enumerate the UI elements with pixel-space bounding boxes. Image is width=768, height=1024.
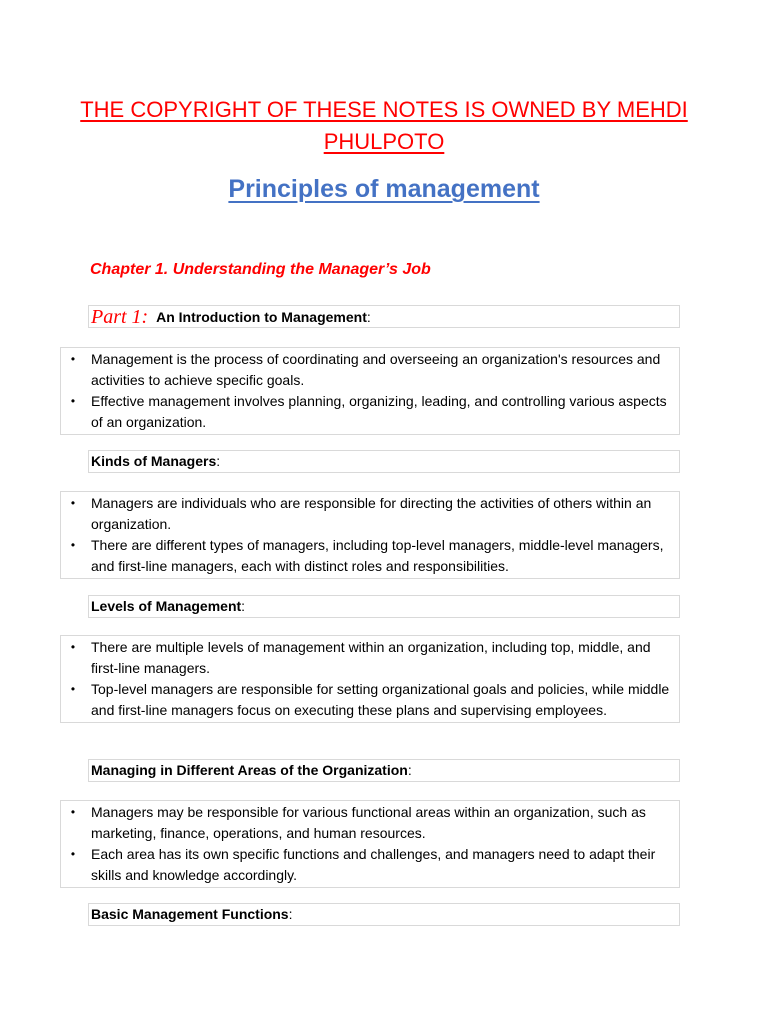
bullet-icon: •	[70, 352, 76, 366]
bullet-list	[60, 347, 680, 435]
list-item: • Top-level managers are responsible for setting organizational goals and policies, while middle and first-line managers focus on executing these plans and supervising employees.	[61, 679, 675, 721]
bullet-icon: •	[70, 682, 76, 696]
part-label: Part 1:	[91, 306, 149, 328]
list-item: • There are multiple levels of management within an organization, including top, middle, and first-line managers.	[61, 637, 675, 679]
list-item: • Managers are individuals who are responsible for directing the activities of others within an organization.	[61, 493, 675, 535]
section-heading	[88, 903, 680, 926]
bullet-list	[60, 800, 680, 888]
chapter-heading: Chapter 1. Understanding the Manager’s Job	[90, 261, 431, 278]
bullet-icon: •	[70, 394, 76, 408]
bullet-icon: •	[70, 805, 76, 819]
section-heading	[88, 305, 680, 328]
section-heading-label: An Introduction to Management	[156, 309, 367, 325]
section-heading-label: Levels of Management	[91, 598, 242, 614]
document-title: Principles of management	[228, 175, 540, 203]
list-item: • There are different types of managers, including top-level managers, middle-level managers, and first-line managers, each with distinct roles and responsibilities.	[61, 535, 675, 577]
section-heading	[88, 759, 680, 782]
heading-colon: :	[407, 762, 412, 778]
heading-colon: :	[288, 906, 293, 922]
bullet-icon: •	[70, 847, 76, 861]
copyright-notice: THE COPYRIGHT OF THESE NOTES IS OWNED BY MEHDI PHULPOTO	[80, 97, 688, 154]
list-item: • Each area has its own specific functions and challenges, and managers need to adapt their skills and knowledge accordingly.	[61, 844, 675, 886]
section-heading-label: Basic Management Functions	[91, 906, 289, 922]
heading-colon: :	[366, 309, 371, 325]
bullet-icon: •	[70, 640, 76, 654]
bullet-list	[60, 635, 680, 723]
section-heading-label: Managing in Different Areas of the Organization	[91, 762, 408, 778]
heading-colon: :	[241, 598, 246, 614]
bullet-icon: •	[70, 496, 76, 510]
bullet-list	[60, 491, 680, 579]
bullet-icon: •	[70, 538, 76, 552]
heading-colon: :	[216, 453, 221, 469]
section-heading	[88, 595, 680, 618]
list-item: • Management is the process of coordinating and overseeing an organization's resources and activities to achieve specific goals.	[61, 349, 675, 391]
section-heading	[88, 450, 680, 473]
list-item: • Managers may be responsible for various functional areas within an organization, such as marketing, finance, operations, and human resources.	[61, 802, 675, 844]
section-heading-label: Kinds of Managers	[91, 453, 217, 469]
list-item: • Effective management involves planning, organizing, leading, and controlling various aspects of an organization.	[61, 391, 675, 433]
